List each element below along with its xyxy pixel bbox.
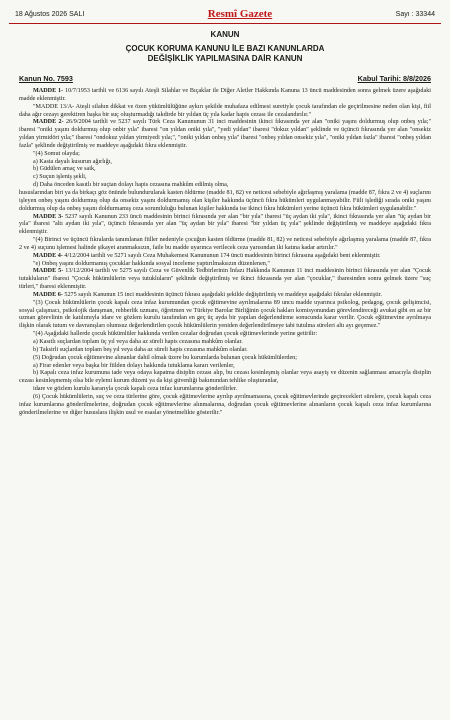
article-paragraph: MADDE 5- 13/12/2004 tarihli ve 5275 sayılı Ceza ve Güvenlik Tedbirlerinin İnfazı Hakkında Kanunun 11 inci maddesinin birinci fıkrasında yer alan "Çocuk tutukluların" ibaresi "Çocuk hükümlülerin veya tutukluların" şeklinde değiştirilmiş ve ikinci fıkrasında yer alan "çocuklar," ibaresinden sonra gelmek üzere "suç türleri," ibaresi eklenmiştir. <box>19 268 431 291</box>
list-item: "(4) Somut olayda; <box>33 150 80 157</box>
gazette-masthead <box>9 6 441 24</box>
article-paragraph: MADDE 2- 26/9/2004 tarihli ve 5237 sayılı Türk Ceza Kanununun 31 inci maddesinin ikinci fıkrasında yer alan "oniki yaşını doldurmuş olup onbeş yıla;" ibaresi "oniki yaşını doldurmuş olup onbir yıla" ibaresi "on yıldan oniki yıla", "yedi yıldan" ibaresi "dokuz yıldan" şeklinde ve üçüncü fıkrasında yer alan "onsekiz yıldan yirmidört yıla;" ibaresi "ondokuz yıldan yirmiyedi yıla;", "oniki yıldan onbeş yıla" ibaresi "onbeş yıldan onsekiz yıla", "oniki yıldan fazla" ibaresi "onbeş yıldan fazla" şeklinde değiştirilmiş ve maddeye aşağıdaki fıkra eklenmiştir. <box>19 119 431 149</box>
law-meta <box>19 74 431 83</box>
quoted-article: "MADDE 13/A- Ateşli silahın dikkat ve özen yükümlülüğüne aykırı şekilde muhafaza edilmesi suretiyle çocuk tarafından ele geçirilmesine neden olan kişi, fiil daha ağır cezayı gerektiren başka bir suç oluşturmadığı takdirde bir yıldan üç yıla kadar hapis cezası ile cezalandırılır." <box>19 103 431 118</box>
acceptance-date: Kabul Tarihi: 8/8/2026 <box>357 74 431 83</box>
law-title-line-1: ÇOCUK KORUMA KANUNU İLE BAZI KANUNLARDA <box>125 44 325 53</box>
list-item: a) Kasta dayalı kusurun ağırlığı, <box>33 158 112 165</box>
body-paragraph: (5) Doğrudan çocuk eğitimevine alınanlar dahil olmak üzere bu kurumlarda bulunan çocuk hükümlülerden; <box>33 354 297 361</box>
issue-number: Sayı : 33344 <box>395 10 435 18</box>
list-item: a) Kasıtlı suçlardan toplam üç yıl veya daha az süreli hapis cezasına mahkûm olanlar. <box>33 339 243 345</box>
quoted-paragraph: "(3) Çocuk hükümlülerin çocuk kapalı ceza infaz kurumundan çocuk eğitimevine ayrılmalarına 89 uncu madde uyarınca psikolog, pedagog, çocuk gelişimcisi, sosyal çalışmacı, psikolojik danışman, rehberlik uzmanı, öğretmen ve Türkiye Barolar Birliğinin çocuk hakları komisyonundan görevlendireceği avukat gibi en az bir uzman görevlinin de katılımıyla idare ve gözlem kurulu tarafından en geç üç ayda bir yapılan değerlendirme sonucunda karar verilir. Çocuk eğitimevine ayrılmaya ilişkin olarak tutum ve davranışları olumsuz değerlendirilen çocuk hükümlülerin yeniden değerlendirilmeye tabi tutulma süreleri altı ayı geçemez." <box>19 299 431 330</box>
law-title <box>9 44 441 64</box>
list-item: b) Güdülen amaç ve saik, <box>33 166 96 173</box>
kanun-heading: KANUN <box>210 30 240 39</box>
quoted-paragraph: "(4) Aşağıdaki hallerde çocuk hükümlüler hakkında verilen cezalar doğrudan çocuk eğitimevlerinde yerine getirilir: <box>33 331 318 338</box>
publication-date: 18 Ağustos 2026 SALI <box>15 10 85 18</box>
article-paragraph: MADDE 3- 5237 sayılı Kanunun 233 üncü maddesinin birinci fıkrasında yer alan "bir yıla" ibaresi "üç aydan iki yıla", ikinci fıkrasında yer alan "üç aydan bir yıla" ibaresi "altı aydan iki yıla", üçüncü fıkrasında yer alan "üç aydan bir yıla" ibaresi "bir yıldan üç yıla" şeklinde değiştirilmiş ve maddeye aşağıdaki fıkra eklenmiştir. <box>19 213 431 236</box>
law-number: Kanun No. 7593 <box>19 74 73 83</box>
quoted-paragraph: "(4) Birinci ve üçüncü fıkralarda tanımlanan fiiller nedeniyle çocuğun kasten öldürme (madde 81, 82) ve neticesi sebebiyle ağırlaşmış yaralama (madde 87, fıkra 2 ve 4) suçunu işlemesi halinde şikayet aranmaksızın, faile bu madde uyarınca verilecek ceza yarısından iki katına kadar artırılır." <box>19 237 431 251</box>
quoted-paragraph: "e) Onbeş yaşını doldurmamış çocuklar hakkında sosyal inceleme yaptırılmaksızın düzenlenen," <box>33 260 270 267</box>
list-item: d) Daha önceden kasıtlı bir suçtan dolayı hapis cezasına mahkûm edilmiş olma, <box>33 182 229 189</box>
article-paragraph: MADDE 6- 5275 sayılı Kanunun 15 inci maddesinin üçüncü fıkrası aşağıdaki şekilde değiştirilmiş ve maddeye aşağıdaki fıkralar eklenmiştir. <box>33 291 382 298</box>
article-paragraph: MADDE 1- 10/7/1953 tarihli ve 6136 sayılı Ateşli Silahlar ve Bıçaklar ile Diğer Aletler Hakkında Kanuna 13 üncü maddesinden sonra gelmek üzere aşağıdaki madde eklenmiştir. <box>19 88 431 102</box>
body-paragraph: idare ve gözlem kurulu kararıyla çocuk kapalı ceza infaz kurumlarına gönderilirler. <box>33 386 238 393</box>
list-item: b) Taksirli suçlardan toplam beş yıl veya daha az süreli hapis cezasına mahkûm olanlar. <box>33 346 248 353</box>
article-paragraph: MADDE 4- 4/12/2004 tarihli ve 5271 sayılı Ceza Muhakemesi Kanununun 174 üncü maddesinin birinci fıkrasına aşağıdaki bent eklenmiştir. <box>33 252 381 259</box>
body-paragraph: hususlarından biri ya da birkaçı göz önünde bulundurularak kasten öldürme (madde 81, 82) ve neticesi sebebiyle ağırlaşmış yaralama (madde 87, fıkra 2 ve 4) suçlarını işleyen onbeş yaşını doldurmuş olup da onsekiz yaşını doldurmamış olan kişiler hakkında üçüncü fıkra hükümleri uygulanmayabilir. Fiili işlediği sırada oniki yaşını doldurmuş olup da onbeş yaşını doldurmamış ceza sorumluluğu bulunan kişiler hakkında ise ikinci fıkra hükümleri yerine üçüncü fıkra hükümleri uygulanabilir." <box>19 189 431 212</box>
list-item: b) Kapalı ceza infaz kurumuna iade veya odaya kapatma disiplin cezası alıp, bu cezası kesinleşmiş olanlar veya asayiş ve düzenin sağlanması amacıyla disiplin cezası kesinleşmemiş olsa bile eylemi kurum düzeni ya da kişi güvenliği bakımından tehlike oluşturanlar, <box>19 370 431 385</box>
list-item: a) Firar edenler veya başka bir fiilden dolayı hakkında tutuklama kararı verilenler, <box>33 362 235 369</box>
law-body <box>9 88 441 417</box>
law-title-line-2: DEĞİŞİKLİK YAPILMASINA DAİR KANUN <box>147 54 303 63</box>
gazette-name: Resmî Gazete <box>207 8 273 20</box>
body-paragraph: (6) Çocuk hükümlülerin, suç ve ceza türlerine göre, çocuk eğitimevlerine ayrılıp ayrılmamasına, çocuk eğitimevlerinde geçirecekleri sürelere, çocuk kapalı ceza infaz kurumlarına gönderilmelerine, doğrudan çocuk eğitimevlerine alınmalarına, doğrudan çocuk eğitimevlerine alınanların çocuk kapalı ceza infaz kurumlarına gönderilmelerine ve diğer hususlara ilişkin usul ve esaslar yönetmelikte gösterilir." <box>19 393 431 416</box>
list-item: c) Suçun işleniş şekli, <box>33 174 87 181</box>
